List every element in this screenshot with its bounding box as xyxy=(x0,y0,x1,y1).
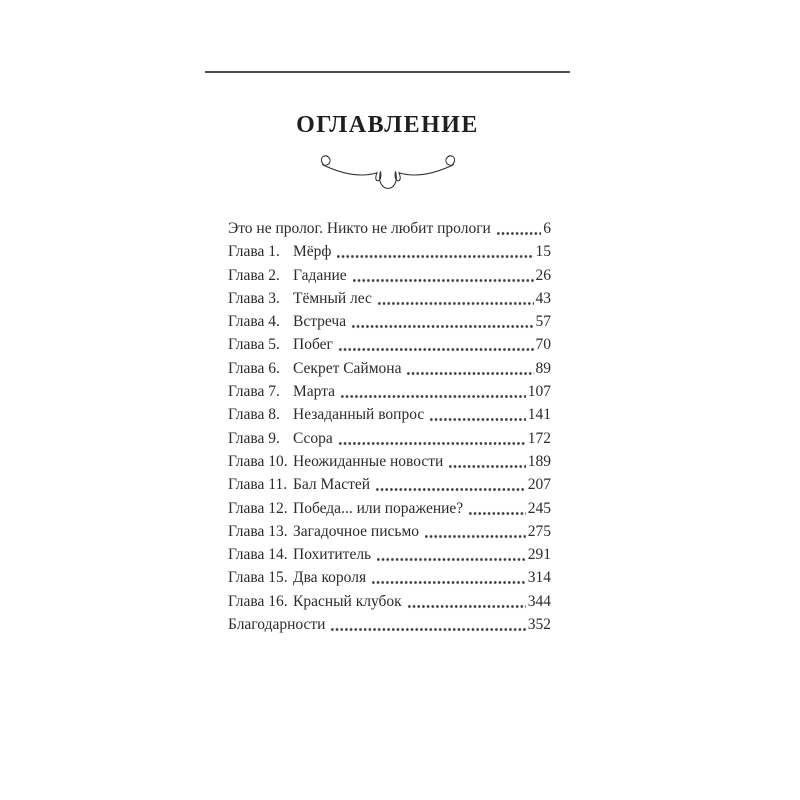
toc-content-column xyxy=(205,71,570,636)
toc-chapter-label: Глава 4. xyxy=(228,313,280,331)
toc-page-number: 107 xyxy=(527,383,551,401)
toc-chapter-title: Похититель xyxy=(293,546,372,564)
toc-page-number: 207 xyxy=(527,476,551,494)
page-title: ОГЛАВЛЕНИЕ xyxy=(296,112,479,138)
toc-page-number: 172 xyxy=(527,429,551,447)
dot-leader xyxy=(350,310,533,333)
toc-chapter-title: Благодарности xyxy=(228,616,326,634)
toc-row xyxy=(228,217,551,240)
toc-chapter-label: Глава 7. xyxy=(228,383,280,401)
toc-chapter-title: Это не пролог. Никто не любит прологи xyxy=(228,220,491,237)
dot-leader xyxy=(335,240,533,263)
toc-chapter-title: Побег xyxy=(293,336,333,354)
toc-chapter-label: Глава 12. xyxy=(228,499,288,517)
toc-row xyxy=(228,403,551,426)
toc-page-number: 352 xyxy=(527,616,551,634)
toc-chapter-title: Неожиданные новости xyxy=(293,452,444,470)
toc-row xyxy=(228,450,551,473)
toc-page-number: 344 xyxy=(527,592,551,610)
toc-chapter-title: Тёмный лес xyxy=(293,289,372,307)
toc-chapter-title: Загадочное письмо xyxy=(293,522,419,540)
dot-leader xyxy=(329,613,525,636)
toc-chapter-label: Глава 15. xyxy=(228,569,288,587)
toc-row xyxy=(228,264,551,287)
toc-row xyxy=(228,287,551,310)
toc-row xyxy=(228,310,551,333)
toc-list xyxy=(228,217,551,636)
toc-chapter-title: Мёрф xyxy=(293,243,332,261)
toc-page-number: 6 xyxy=(543,220,551,237)
toc-page-number: 57 xyxy=(535,313,551,331)
dot-leader xyxy=(337,427,526,450)
dot-leader xyxy=(423,520,526,543)
toc-page-number: 15 xyxy=(535,243,551,261)
toc-chapter-title: Ссора xyxy=(293,429,333,447)
toc-chapter-title: Встреча xyxy=(293,313,347,331)
toc-chapter-title: Секрет Саймона xyxy=(293,359,402,377)
toc-chapter-label: Глава 3. xyxy=(228,289,280,307)
dot-leader xyxy=(467,497,526,520)
toc-chapter-title: Победа... или поражение? xyxy=(293,499,464,517)
toc-row xyxy=(228,427,551,450)
toc-page-number: 314 xyxy=(527,569,551,587)
flourish-ornament-icon xyxy=(205,150,570,190)
toc-chapter-label: Глава 5. xyxy=(228,336,280,354)
toc-chapter-title: Красный клубок xyxy=(293,592,402,610)
toc-chapter-label: Глава 11. xyxy=(228,476,288,494)
toc-chapter-label: Глава 2. xyxy=(228,266,280,284)
toc-row xyxy=(228,520,551,543)
toc-chapter-label: Глава 16. xyxy=(228,592,288,610)
toc-chapter-label: Глава 1. xyxy=(228,243,280,261)
toc-row xyxy=(228,543,551,566)
toc-row xyxy=(228,497,551,520)
toc-row xyxy=(228,380,551,403)
dot-leader xyxy=(428,403,526,426)
toc-chapter-title: Два короля xyxy=(293,569,367,587)
dot-leader xyxy=(405,357,533,380)
toc-row xyxy=(228,473,551,496)
toc-page-number: 43 xyxy=(535,289,551,307)
toc-row xyxy=(228,333,551,356)
toc-chapter-label: Глава 8. xyxy=(228,406,280,424)
dot-leader xyxy=(376,287,534,310)
toc-chapter-title: Гадание xyxy=(293,266,347,284)
dot-leader xyxy=(339,380,526,403)
toc-row xyxy=(228,566,551,589)
toc-chapter-title: Незаданный вопрос xyxy=(293,406,425,424)
dot-leader xyxy=(370,566,526,589)
toc-chapter-label: Глава 9. xyxy=(228,429,280,447)
toc-row xyxy=(228,613,551,636)
toc-chapter-label: Глава 10. xyxy=(228,452,288,470)
toc-row xyxy=(228,590,551,613)
toc-row xyxy=(228,240,551,263)
toc-page-number: 189 xyxy=(527,452,551,470)
toc-chapter-label: Глава 13. xyxy=(228,522,288,540)
dot-leader xyxy=(337,333,534,356)
toc-page-number: 291 xyxy=(527,546,551,564)
toc-page-number: 26 xyxy=(535,266,551,284)
top-rule xyxy=(205,71,570,73)
dot-leader xyxy=(495,217,541,240)
toc-chapter-label: Глава 6. xyxy=(228,359,280,377)
dot-leader xyxy=(406,590,526,613)
dot-leader xyxy=(375,543,526,566)
toc-page-number: 275 xyxy=(527,522,551,540)
toc-chapter-title: Бал Мастей xyxy=(293,476,371,494)
dot-leader xyxy=(374,473,526,496)
toc-page-number: 70 xyxy=(535,336,551,354)
dot-leader xyxy=(351,264,534,287)
toc-row xyxy=(228,357,551,380)
toc-page-number: 141 xyxy=(527,406,551,424)
toc-page-number: 245 xyxy=(527,499,551,517)
toc-chapter-title: Марта xyxy=(293,383,336,401)
dot-leader xyxy=(447,450,525,473)
toc-chapter-label: Глава 14. xyxy=(228,546,288,564)
toc-page-number: 89 xyxy=(535,359,551,377)
